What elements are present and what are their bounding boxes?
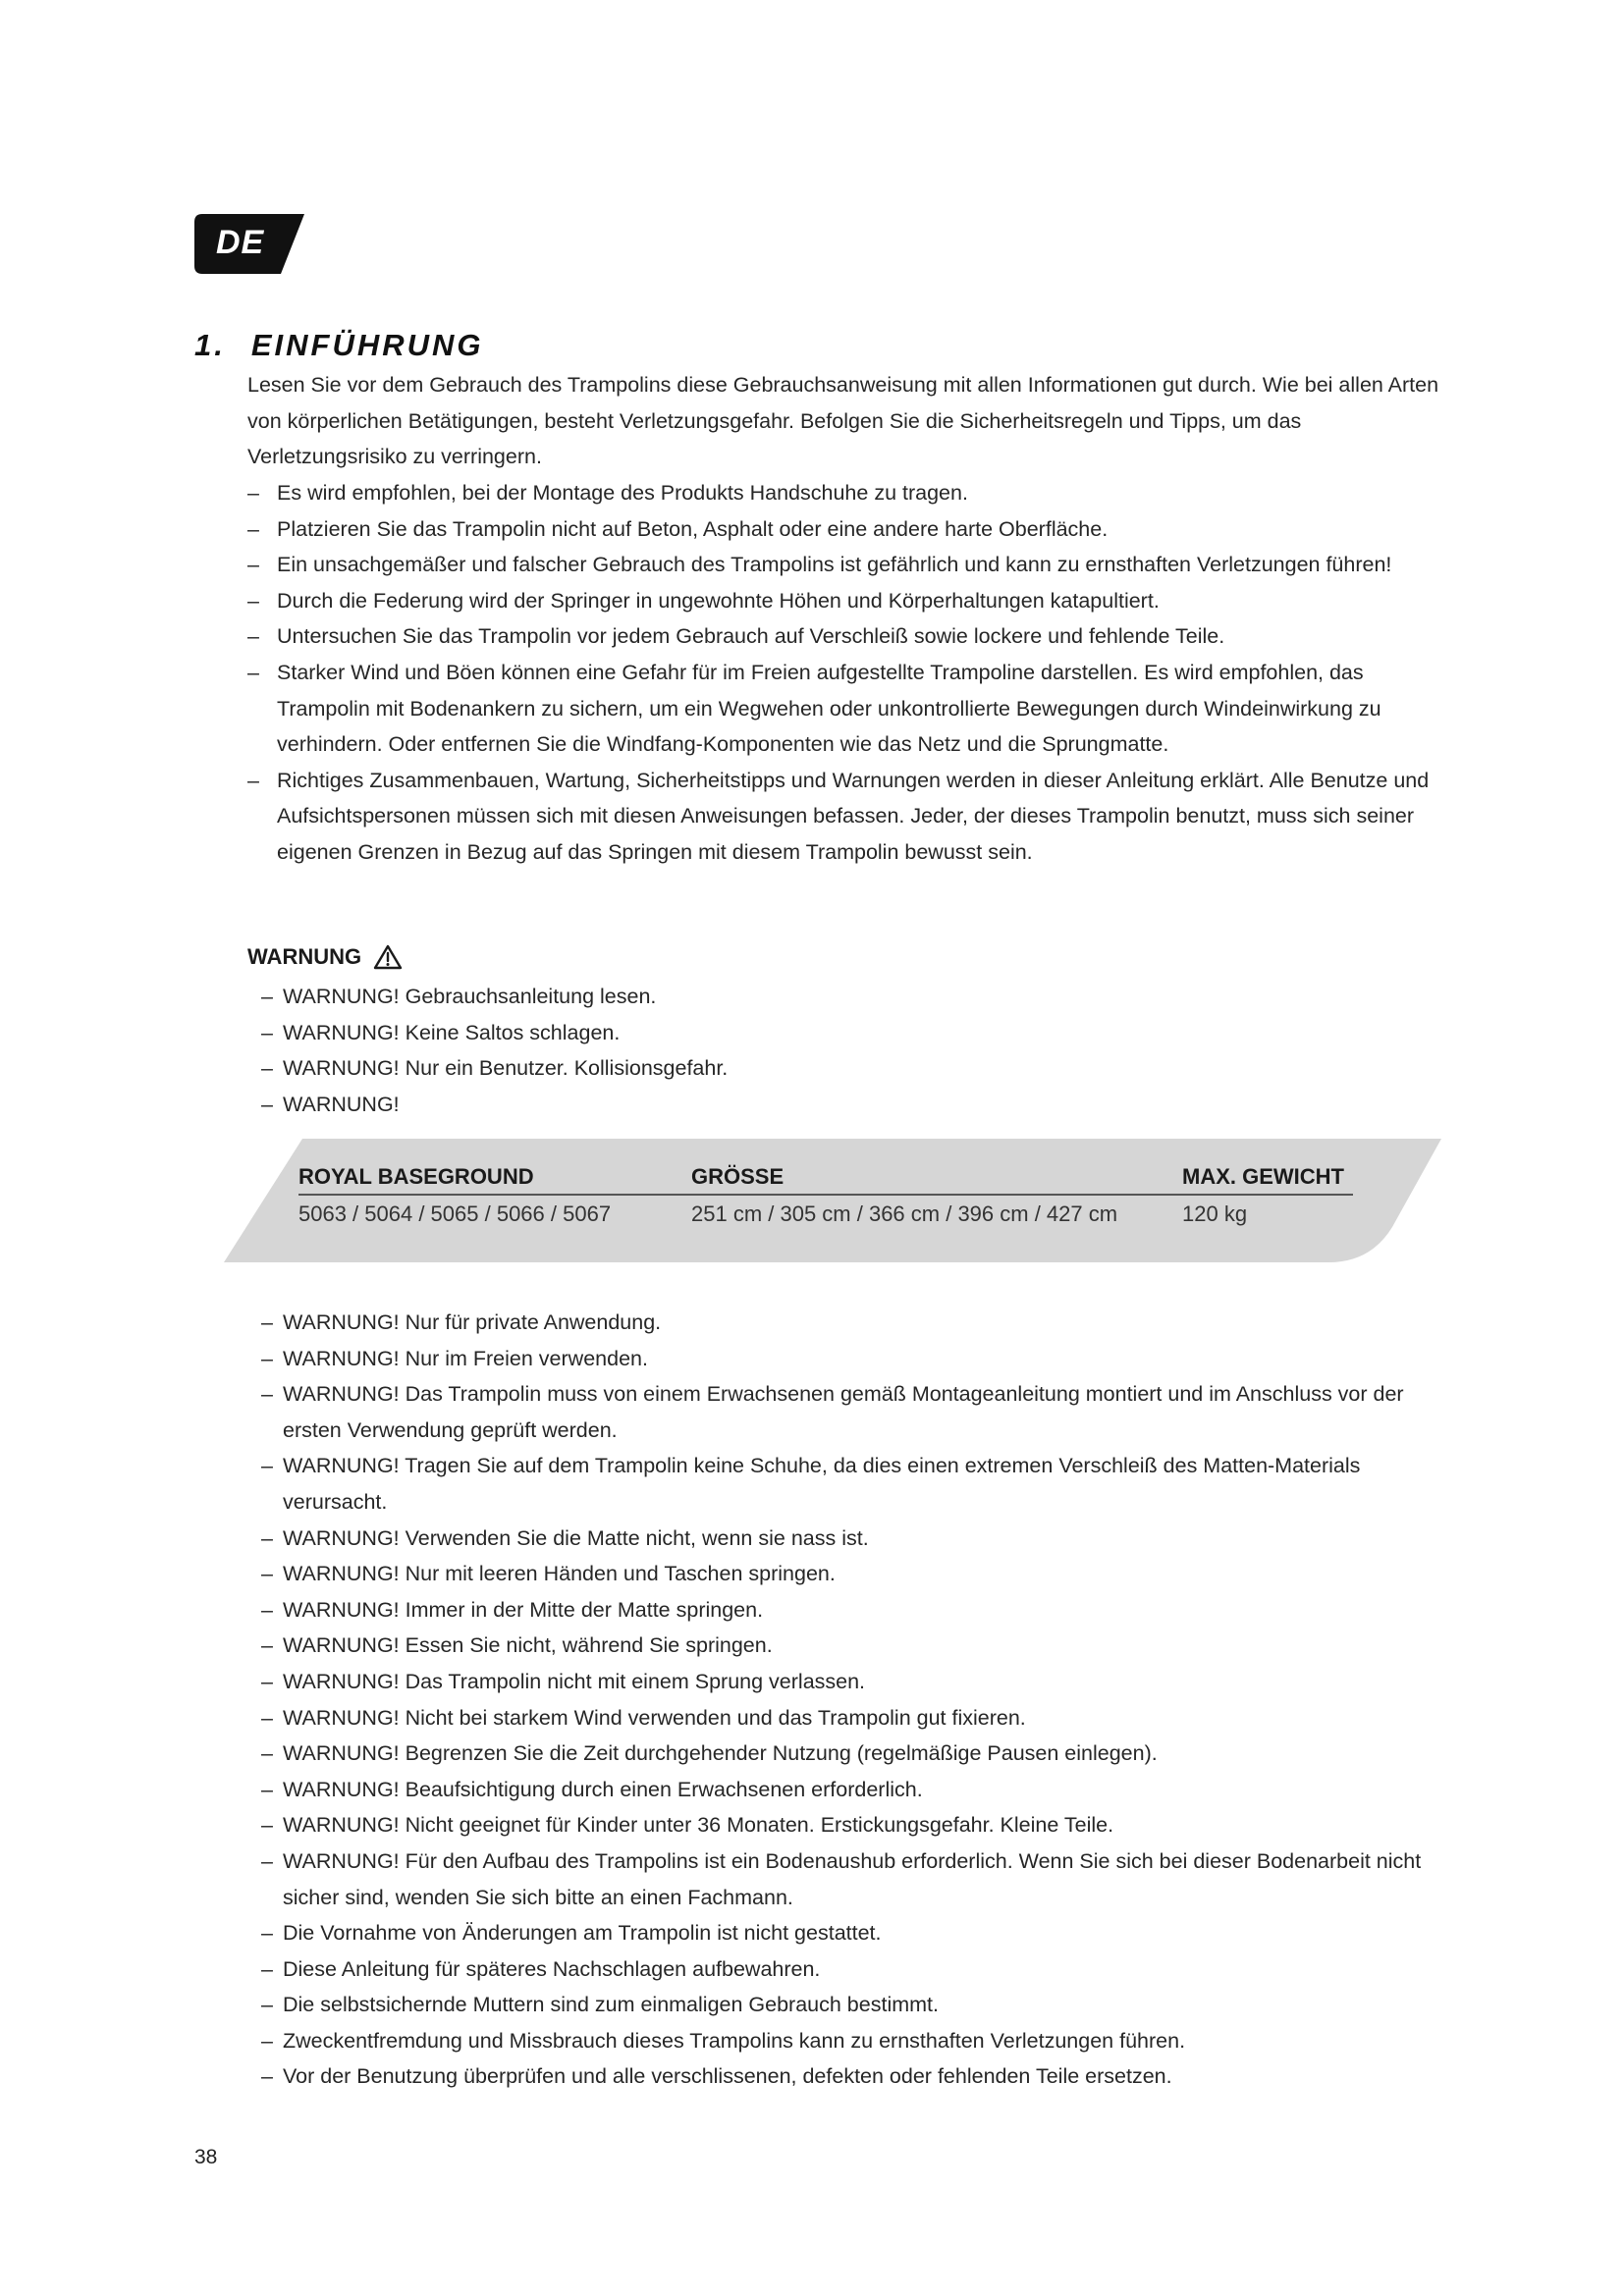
list-item: – Es wird empfohlen, bei der Montage des Produkts Handschuhe zu tragen. [234,475,1455,511]
list-item: – Zweckentfremdung und Missbrauch dieses Trampolins kann zu ernsthaften Verletzungen führen. [247,2023,1439,2059]
list-item: – WARNUNG! Immer in der Mitte der Matte springen. [247,1592,1439,1629]
list-item: – WARNUNG! Nicht geeignet für Kinder unter 36 Monaten. Erstickungsgefahr. Kleine Teile. [247,1807,1439,1843]
warning-heading-label: WARNUNG [247,944,362,969]
list-item: – WARNUNG! Nur mit leeren Händen und Taschen springen. [247,1556,1439,1592]
list-item: – Die Vornahme von Änderungen am Trampolin ist nicht gestattet. [247,1915,1439,1951]
list-item: – WARNUNG! [247,1087,1439,1123]
warning-list-top [232,979,1439,1122]
list-item: – WARNUNG! Tragen Sie auf dem Trampolin keine Schuhe, da dies einen extremen Verschleiß des Matten-Materials verursacht. [247,1448,1439,1520]
spec-cell-model: 5063 / 5064 / 5065 / 5066 / 5067 [298,1201,612,1226]
list-item: – WARNUNG! Gebrauchsanleitung lesen. [247,979,1439,1015]
list-item: – Richtiges Zusammenbauen, Wartung, Sicherheitstipps und Warnungen werden in dieser Anleitung erklärt. Alle Benutze und Aufsichtspersonen müssen sich mit diesen Anweisungen befassen. Jeder, der dieses Trampolin benutzt, muss sich seiner eigenen Grenzen in Bezug auf das Springen mit diesem Trampolin bewusst sein. [234,763,1455,871]
list-item: – Untersuchen Sie das Trampolin vor jedem Gebrauch auf Verschleiß sowie lockere und fehlende Teile. [234,618,1455,655]
list-item: – Ein unsachgemäßer und falscher Gebrauch des Trampolins ist gefährlich und kann zu ernsthaften Verletzungen führen! [234,547,1455,583]
list-item: – Starker Wind und Böen können eine Gefahr für im Freien aufgestellte Trampoline darstellen. Es wird empfohlen, das Trampolin mit Bodenankern zu sichern, um ein Wegwehen oder unkontrollierte Bewegungen durch Windeinwirkung zu verhindern. Oder entfernen Sie die Windfang-Komponenten wie das Netz und die Sprungmatte. [234,655,1455,763]
warning-triangle-icon [373,944,403,970]
spec-cell-max-weight: 120 kg [1182,1201,1248,1226]
list-item: – WARNUNG! Nur im Freien verwenden. [247,1341,1439,1377]
list-item: – WARNUNG! Begrenzen Sie die Zeit durchgehender Nutzung (regelmäßige Pausen einlegen). [247,1735,1439,1772]
spec-cell-size: 251 cm / 305 cm / 366 cm / 396 cm / 427 cm [691,1201,1118,1226]
spec-band [224,1139,1441,1262]
spec-table-row [298,1195,1353,1227]
language-code: DE [216,224,265,261]
list-item: – WARNUNG! Beaufsichtigung durch einen Erwachsenen erforderlich. [247,1772,1439,1808]
spec-header-max-weight: MAX. GEWICHT [1182,1158,1353,1195]
list-item: – Durch die Federung wird der Springer in ungewohnte Höhen und Körperhaltungen katapultiert. [234,583,1455,619]
list-item: – WARNUNG! Nicht bei starkem Wind verwenden und das Trampolin gut fixieren. [247,1700,1439,1736]
list-item: – Platzieren Sie das Trampolin nicht auf Beton, Asphalt oder eine andere harte Oberfläche. [234,511,1455,548]
section-title: EINFÜHRUNG [250,328,484,362]
page-number: 38 [194,2146,218,2168]
warning-heading [247,944,403,970]
spec-header-size: GRÖSSE [691,1158,1182,1195]
list-item: – Diese Anleitung für späteres Nachschlagen aufbewahren. [247,1951,1439,1988]
section-heading [194,328,484,363]
list-item: – WARNUNG! Nur für private Anwendung. [247,1305,1439,1341]
warning-list-bottom [232,1305,1439,2095]
language-badge [194,214,304,274]
section-number: 1. [194,328,226,362]
list-item: – WARNUNG! Nur ein Benutzer. Kollisionsgefahr. [247,1050,1439,1087]
list-item: – WARNUNG! Das Trampolin muss von einem Erwachsenen gemäß Montageanleitung montiert und im Anschluss vor der ersten Verwendung geprüft werden. [247,1376,1439,1448]
spec-header-model: ROYAL BASEGROUND [298,1158,691,1195]
list-item: – WARNUNG! Das Trampolin nicht mit einem Sprung verlassen. [247,1664,1439,1700]
list-item: – WARNUNG! Für den Aufbau des Trampolins ist ein Bodenaushub erforderlich. Wenn Sie sich bei dieser Bodenarbeit nicht sicher sind, wenden Sie sich bitte an einen Fachmann. [247,1843,1439,1915]
spec-table [298,1158,1353,1227]
intro-paragraph: Lesen Sie vor dem Gebrauch des Trampolins diese Gebrauchsanweisung mit allen Informationen gut durch. Wie bei allen Arten von körperlichen Betätigungen, besteht Verletzungsgefahr. Befolgen Sie die Sicherheitsregeln und Tipps, um das Verletzungsrisiko zu verringern. [247,373,1439,469]
safety-list [247,475,1455,871]
list-item: – WARNUNG! Verwenden Sie die Matte nicht, wenn sie nass ist. [247,1521,1439,1557]
list-item: – WARNUNG! Keine Saltos schlagen. [247,1015,1439,1051]
list-item: – WARNUNG! Essen Sie nicht, während Sie springen. [247,1628,1439,1664]
list-item: – Die selbstsichernde Muttern sind zum einmaligen Gebrauch bestimmt. [247,1987,1439,2023]
spec-table-header-row [298,1158,1353,1195]
list-item: – Vor der Benutzung überprüfen und alle verschlissenen, defekten oder fehlenden Teile ersetzen. [247,2058,1439,2095]
